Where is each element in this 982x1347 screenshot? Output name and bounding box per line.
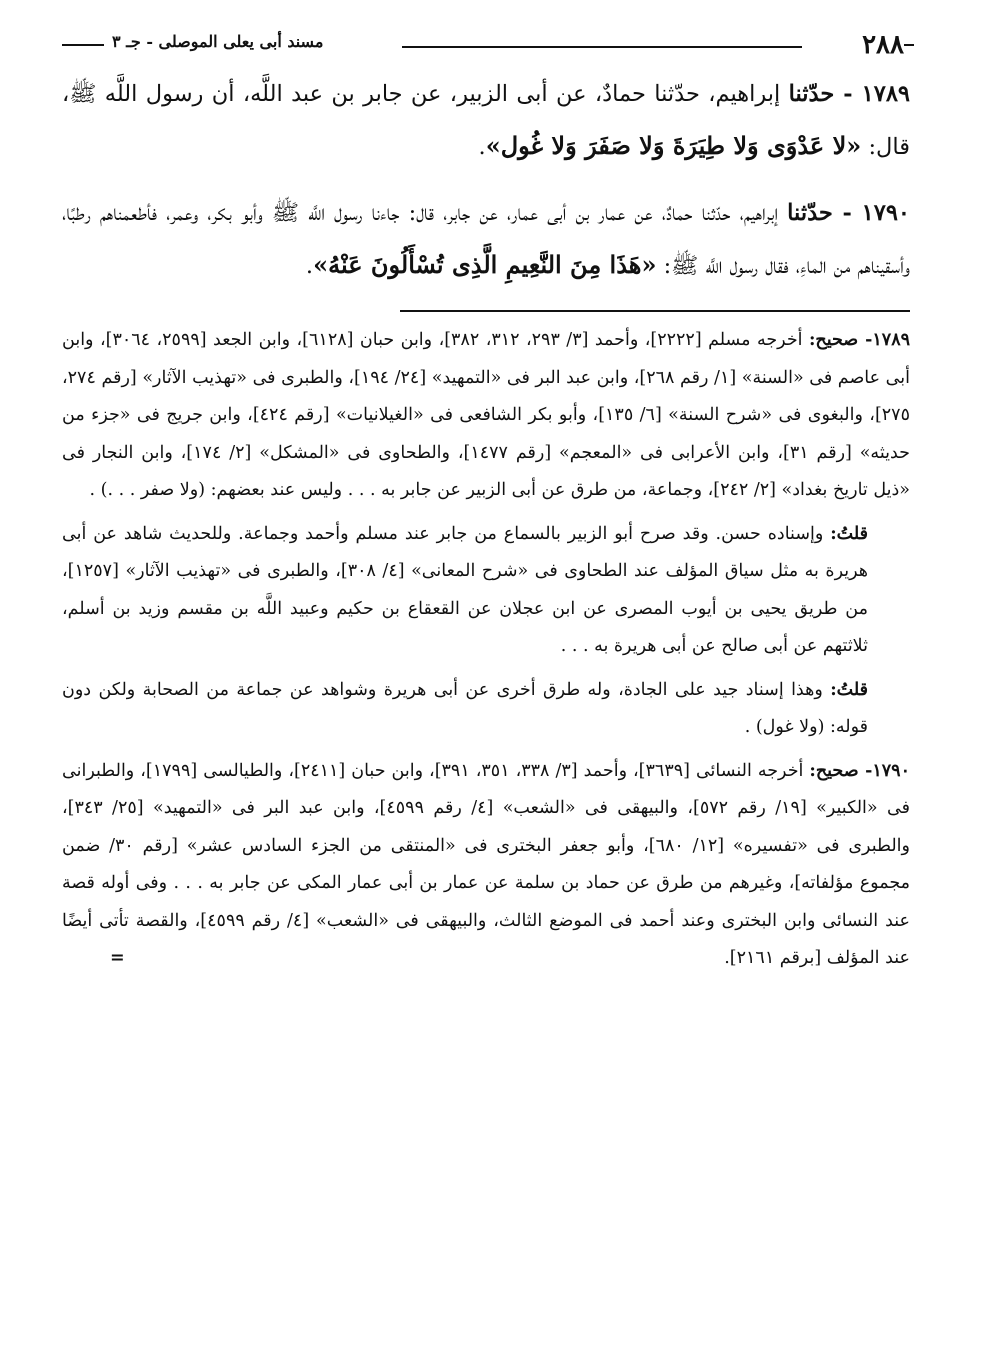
- remark-text: وهذا إسناد جيد على الجادة، وله طرق أخرى عن أبى هريرة وشواهد عن جماعة من الصحابة ولكن دون قوله: (ولا غول) .: [62, 679, 868, 737]
- footnote-text: أخرجه النسائى [٣٦٣٩]، وأحمد [٣/ ٣٣٨، ٣٥١، ٣٩١]، وابن حبان [٢٤١١]، والطيالسى [١٧٩٩]، والطبرانى فى «الكبير» [١٩/ رقم ٥٧٢]، والبيهقى فى «الشعب» [٤/ رقم ٤٥٩٩]، وابن عبد البر فى «التمهيد» [٢٥/ ٣٤٣]، والطبرى فى «تفسيره» [١٢/ ٦٨٠]، وأبو جعفر البخترى فى «المنتقى من الجزء السادس عشر» [رقم ٣٠/ ضمن مجموع مؤلفاته]، وغيرهم من طرق عن حماد بن سلمة عن عمار بن أبى عمار المكى عن جابر به . . . وفى أوله قصة عند النسائى وابن البخترى وعند أحمد فى الموضع الثالث، والبيهقى فى «الشعب» [٤/ رقم ٤٥٩٩]، والقصة تأتى أيضًا عند المؤلف [برقم ٢١٦١].: [62, 760, 910, 968]
- hadith-number: ١٧٩٠: [861, 200, 910, 226]
- hadith-opening: حدّثنا: [787, 200, 833, 226]
- page: [62, 22, 910, 984]
- hadith-isnad: إبراهيم، حدّثنا حمادٌ، عن أبى الزبير، عن جابر بن عبد اللَّه، أن رسول اللَّه ﷺ، قال:: [62, 81, 910, 160]
- header-rule: [402, 46, 802, 48]
- hadith-matn: «هَذَا مِنَ النَّعِيمِ الَّذِى تُسْأَلُونَ عَنْهُ»: [313, 250, 657, 279]
- footnote-text: أخرجه مسلم [٢٢٢٢]، وأحمد [٣/ ٢٩٣، ٣١٢، ٣٨٢]، وابن حبان [٦١٢٨]، وابن الجعد [٢٥٩٩، ٣٠٦٤]، وابن أبى عاصم فى «السنة» [١/ رقم ٢٦٨]، وابن عبد البر فى «التمهيد» [٢٤/ ١٩٤]، والطبرى فى «تهذيب الآثار» [رقم ٢٧٤، ٢٧٥]، والبغوى فى «شرح السنة» [٦/ ١٣٥]، وأبو بكر الشافعى فى «الغيلانيات» [رقم ٤٢٤]، وابن جريج فى «جزء من حديثه» [رقم ٣١]، وابن الأعرابى فى «المعجم» [رقم ١٤٧٧]، والطحاوى فى «المشكل» [٢/ ١٧٤]، وابن النجار فى «ذيل تاريخ بغداد» [٢/ ٢٤٢]، وجماعة، من طرق عن أبى الزبير عن جابر به . . . وليس عند بعضهم: (ولا صفر . . .) .: [62, 330, 910, 500]
- hadith-matn: «لا عَدْوَى وَلا طِيَرَةَ وَلا صَفَرَ وَلا غُول»: [485, 131, 862, 160]
- hadith-1790: ١٧٩٠ - حدّثنا إبراهيم، حدّثنا حمادٌ، عن عمار بن أبى عمار، عن جابر، قال: جاءنا رسول اللَّه ﷺ وأبو بكر، وعمر، فأطعمناهم رطبًا، وأسقيناهم من الماءِ، فقال رسول اللَّه ﷺ: «هَذَا مِنَ النَّعِيمِ الَّذِى تُسْأَلُونَ عَنْهُ».: [62, 200, 910, 279]
- running-header: [62, 22, 910, 68]
- remark-label: قلتُ:: [830, 523, 868, 544]
- hadith-1789: ١٧٨٩ - حدّثنا إبراهيم، حدّثنا حمادٌ، عن أبى الزبير، عن جابر بن عبد اللَّه، أن رسول اللَّه ﷺ، قال: «لا عَدْوَى وَلا طِيَرَةَ وَلا صَفَرَ وَلا غُول».: [62, 81, 910, 160]
- book-title: مسند أبى يعلى الموصلى - جـ ٣: [112, 32, 324, 51]
- hadith-number: ١٧٨٩: [861, 81, 910, 107]
- footnote-head: ١٧٨٩- صحيح:: [808, 330, 910, 350]
- hadith-opening: حدّثنا: [788, 81, 835, 107]
- footnote-1790: [62, 753, 910, 978]
- footnote-1789: [62, 322, 910, 510]
- page-number: ٢٨٨: [862, 30, 904, 60]
- hadith-isnad: إبراهيم، حدّثنا حمادٌ، عن عمار بن أبى عمار، عن جابر، قال: جاءنا رسول اللَّه ﷺ وأبو بكر، وعمر، فأطعمناهم رطبًا، وأسقيناهم من الماءِ، فقال رسول اللَّه ﷺ:: [62, 200, 910, 279]
- remark-label: قلتُ:: [830, 679, 868, 700]
- footnote-remark: [62, 672, 910, 747]
- footnote-remark: [62, 516, 910, 666]
- footnote-separator: [400, 310, 910, 312]
- footnote-head: ١٧٩٠- صحيح:: [809, 760, 910, 781]
- continuation-mark: =: [110, 948, 125, 968]
- remark-text: وإسناده حسن. وقد صرح أبو الزبير بالسماع من جابر عند مسلم وأحمد وجماعة. وللحديث شاهد عن أبى هريرة به مثل سياق المؤلف عند الطحاوى فى «شرح المعانى» [٤/ ٣٠٨]، والطبرى فى «تهذيب الآثار» [١٢٥٧]، من طريق يحيى بن أيوب المصرى عن ابن عجلان عن القعقاع بن حكيم وعبيد اللَّه بن مقسم وزيد بن أسلم، ثلاثتهم عن أبى صالح عن أبى هريرة به . . .: [62, 523, 868, 656]
- header-dash: [904, 44, 914, 46]
- header-dash: [62, 44, 104, 46]
